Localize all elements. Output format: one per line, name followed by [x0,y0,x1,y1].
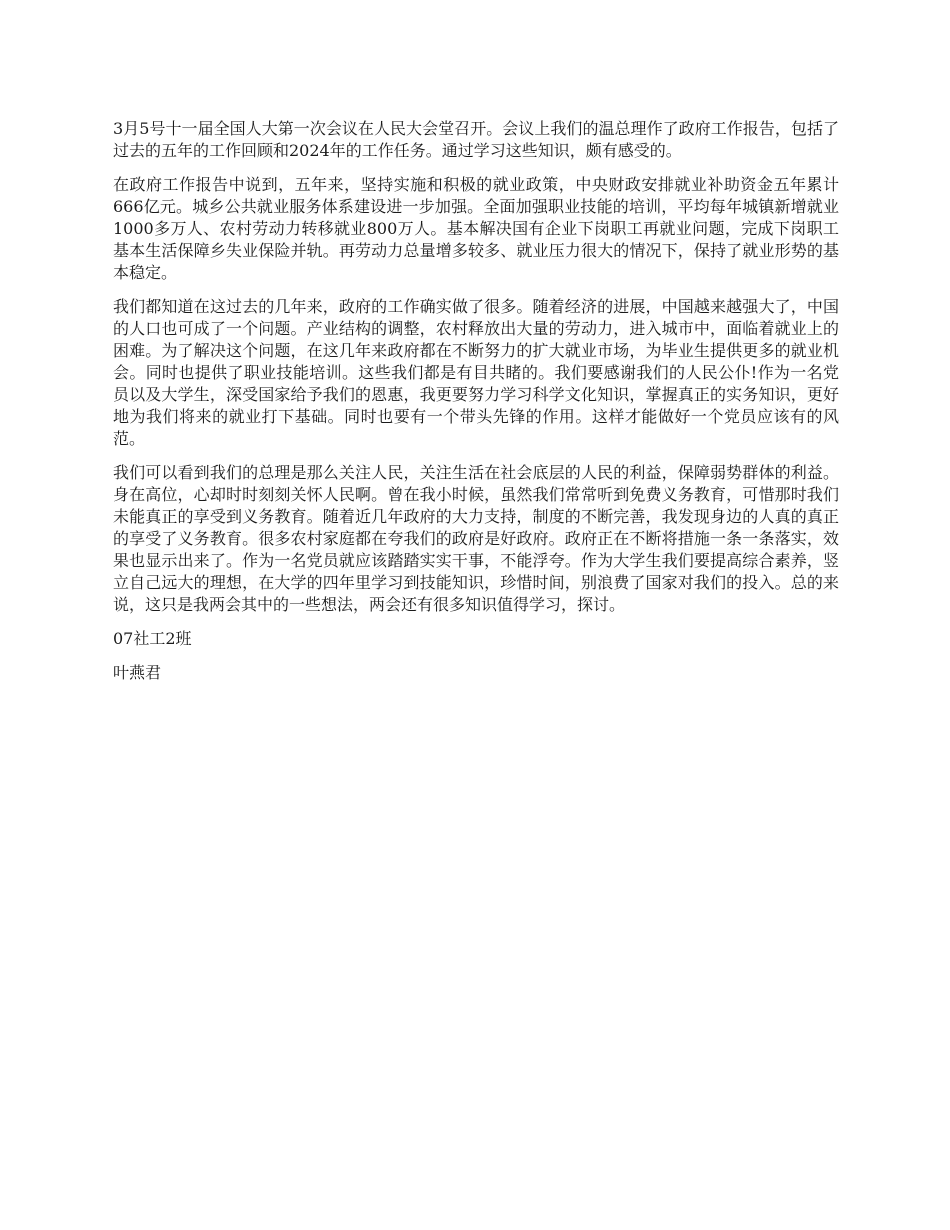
paragraph-employment-report: 在政府工作报告中说到，五年来，坚持实施和积极的就业政策，中央财政安排就业补助资金五年累计666亿元。城乡公共就业服务体系建设进一步加强。全面加强职业技能的培训，平均每年城镇新增就业1000多万人、农村劳动力转移就业800万人。基本解决国有企业下岗职工再就业问题，完成下岗职工基本生活保障乡失业保险并轨。再劳动力总量增多较多、就业压力很大的情况下，保持了就业形势的基本稳定。 [113,175,839,282]
paragraph-premier-care: 我们可以看到我们的总理是那么关注人民，关注生活在社会底层的人民的利益，保障弱势群体的利益。身在高位，心却时时刻刻关怀人民啊。曾在我小时候，虽然我们常常听到免费义务教育，可惜那时我们未能真正的享受到义务教育。随着近几年政府的大力支持，制度的不断完善，我发现身边的人真的真正的享受了义务教育。很多农村家庭都在夸我们的政府是好政府。政府正在不断将措施一条一条落实，效果也显示出来了。作为一名党员就应该踏踏实实干事，不能浮夸。作为大学生我们要提高综合素养，竖立自己远大的理想，在大学的四年里学习到技能知识，珍惜时间，别浪费了国家对我们的投入。总的来说，这只是我两会其中的一些想法，两会还有很多知识值得学习，探讨。 [113,463,839,614]
author-name: 叶燕君 [113,663,162,682]
class-line: 07社工2班 [113,629,192,648]
paragraph-government-work: 我们都知道在这过去的几年来，政府的工作确实做了很多。随着经济的进展，中国越来越强大了，中国的人口也可成了一个问题。产业结构的调整，农村释放出大量的劳动力，进入城市中，面临着就业上的困难。为了解决这个问题，在这几年来政府都在不断努力的扩大就业市场，为毕业生提供更多的就业机会。同时也提供了职业技能培训。这些我们都是有目共睹的。我们要感谢我们的人民公仆!作为一名党员以及大学生，深受国家给予我们的恩惠，我更要努力学习科学文化知识，掌握真正的实务知识，更好地为我们将来的就业打下基础。同时也要有一个带头先锋的作用。这样才能做好一个党员应该有的风范。 [113,297,839,448]
paragraph-intro: 3月5号十一届全国人大第一次会议在人民大会堂召开。会议上我们的温总理作了政府工作报告，包括了过去的五年的工作回顾和2024年的工作任务。通过学习这些知识，颇有感受的。 [113,119,839,160]
document-body [113,118,839,696]
